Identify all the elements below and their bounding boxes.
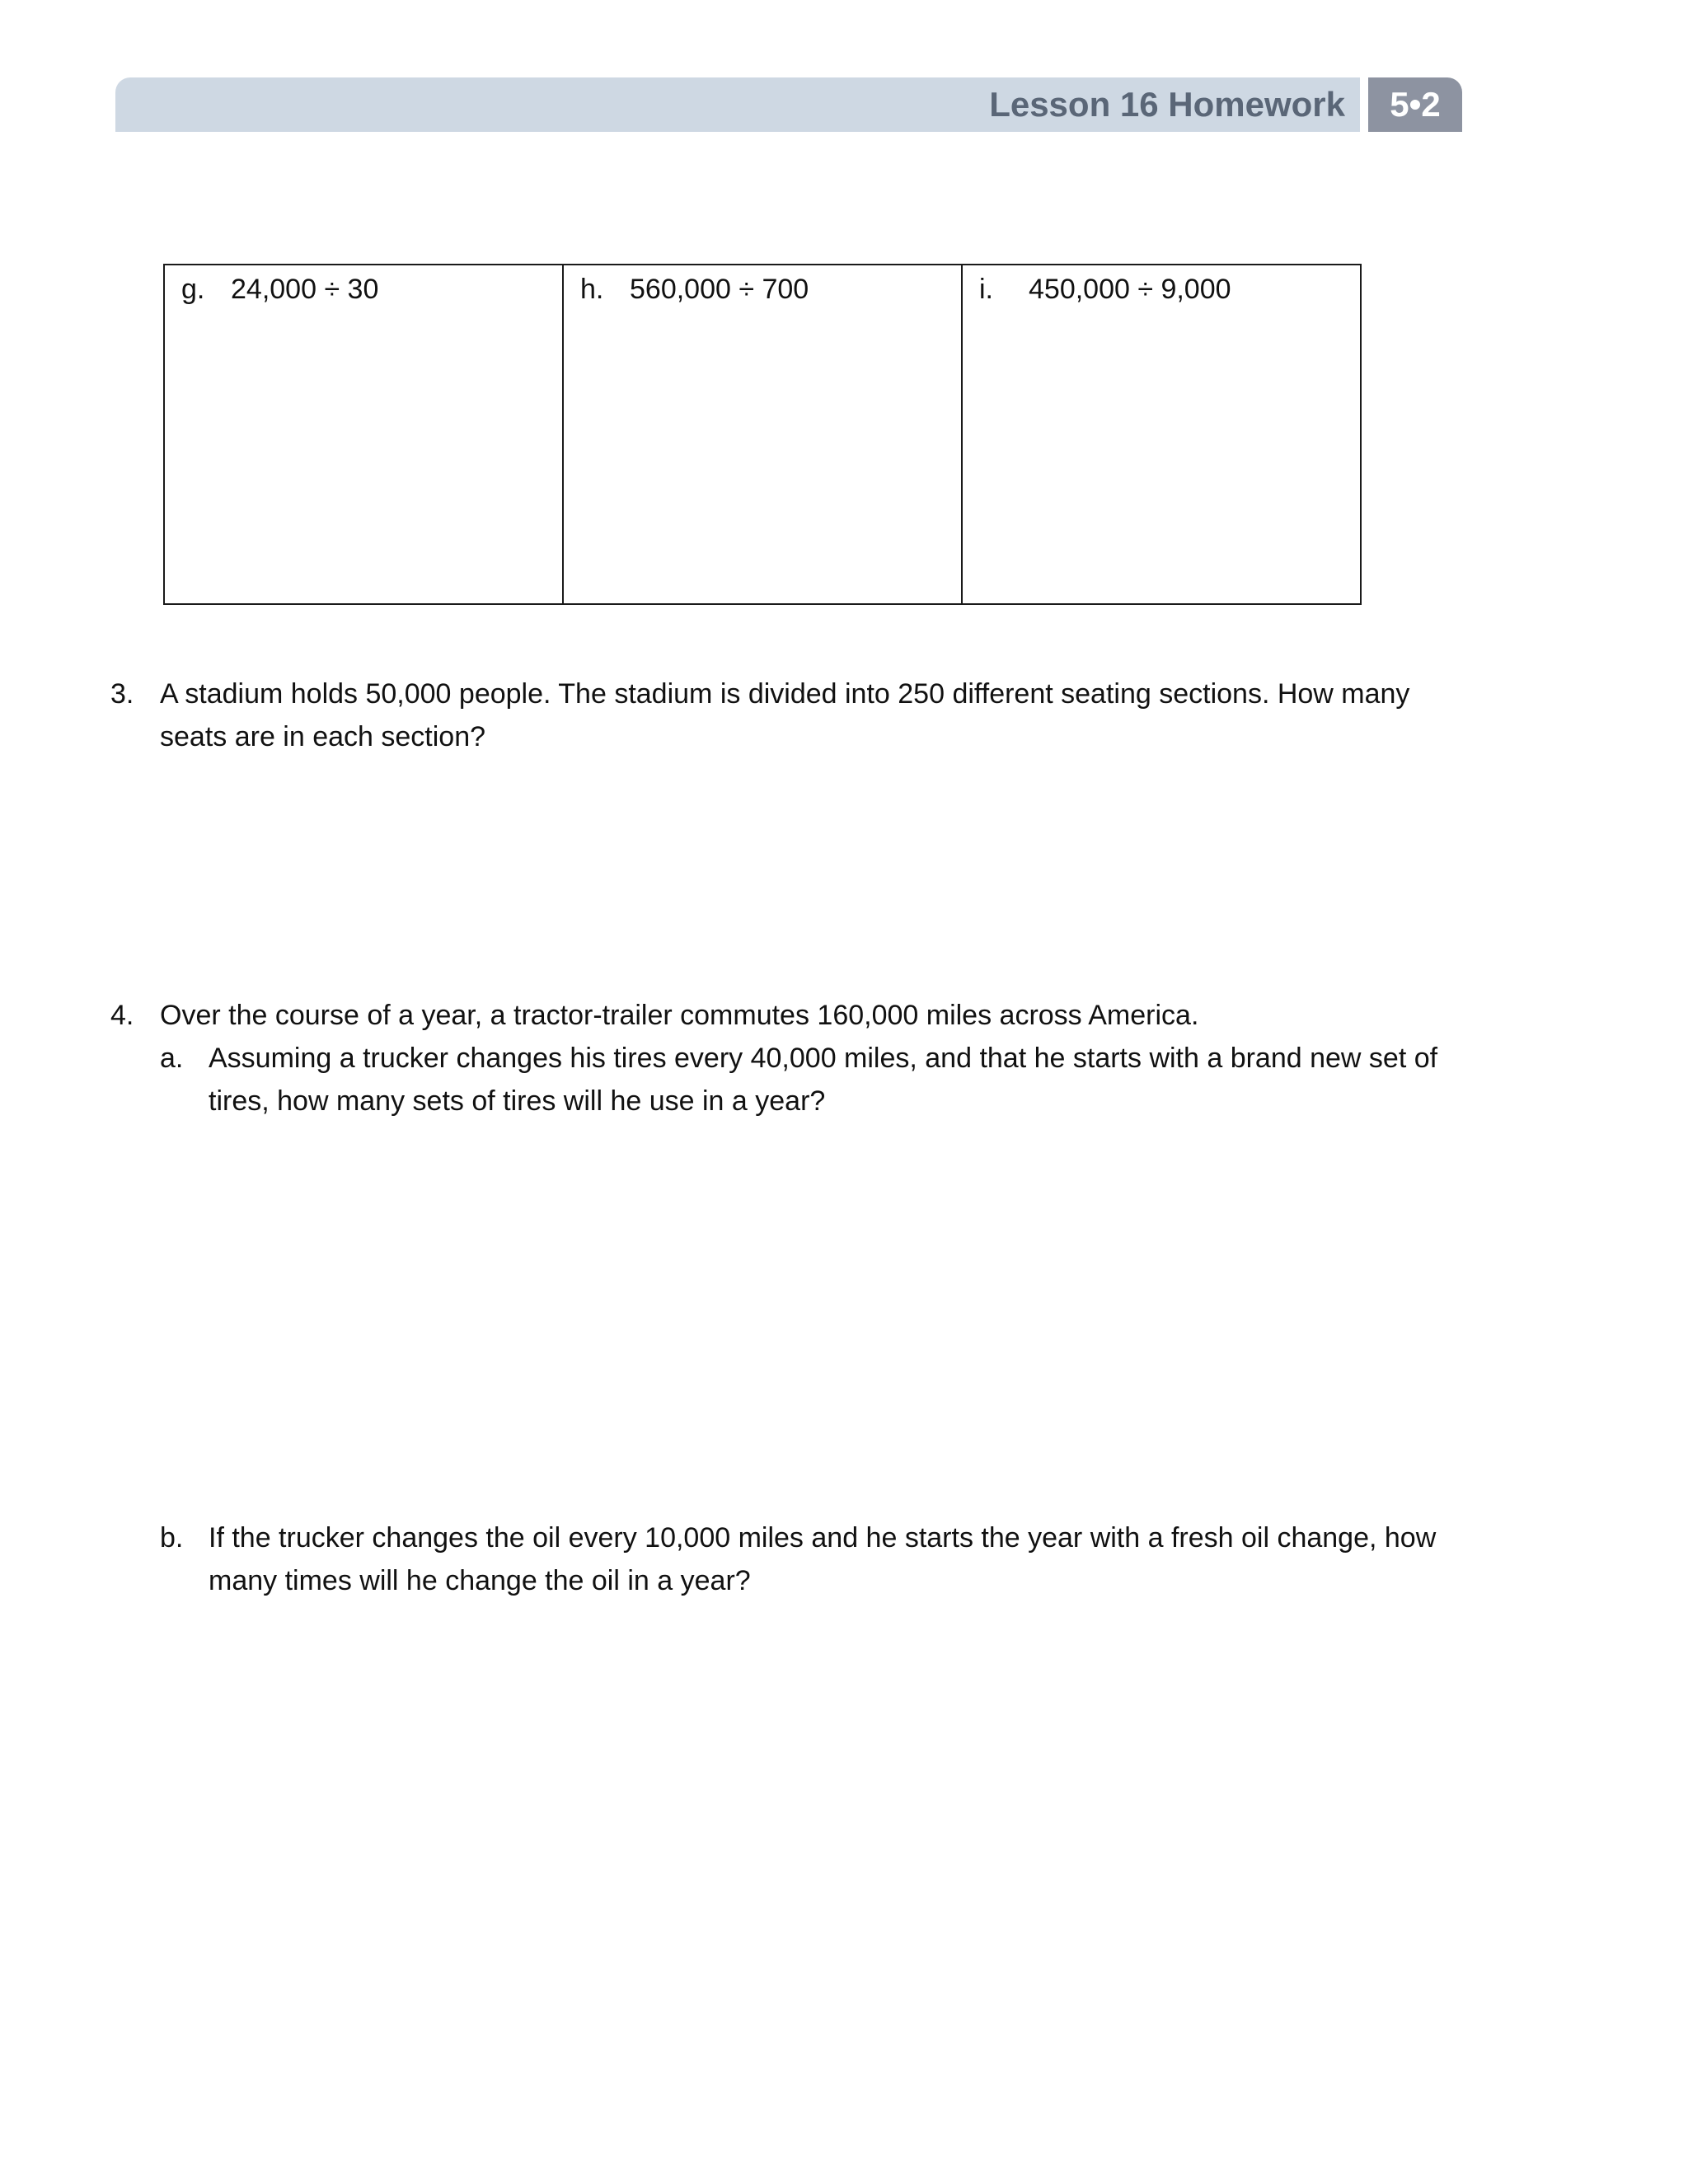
problem-label: h. (580, 274, 604, 305)
problem-cell-g (164, 265, 563, 604)
question-4-number: 4. (110, 1000, 134, 1031)
problem-label: g. (181, 274, 205, 305)
question-3-text: A stadium holds 50,000 people. The stadium is divided into 250 different seating sections. How many seats are in each section? (160, 678, 1410, 752)
problem-expression: 450,000 ÷ 9,000 (1029, 274, 1231, 305)
question-4a-text: Assuming a trucker changes his tires every 40,000 miles, and that he starts with a brand new set of tires, how many sets of tires will he use in a year? (209, 1043, 1438, 1117)
table-row (164, 265, 1361, 604)
problem-cell-i (962, 265, 1361, 604)
problem-expression: 560,000 ÷ 700 (630, 274, 809, 305)
page-title: Lesson 16 Homework (989, 85, 1345, 124)
question-4b-label: b. (160, 1522, 184, 1554)
question-3-number: 3. (110, 678, 134, 710)
question-4a-label: a. (160, 1043, 184, 1074)
question-4-text: Over the course of a year, a tractor-trailer commutes 160,000 miles across America. (160, 1000, 1199, 1031)
problem-label: i. (979, 274, 993, 305)
header-banner (115, 77, 1360, 132)
question-4b-text: If the trucker changes the oil every 10,000 miles and he starts the year with a fresh oil change, how many times will he change the oil in a year? (209, 1522, 1437, 1596)
module-badge: 5•2 (1368, 77, 1462, 132)
problem-table (163, 264, 1362, 605)
problem-cell-h (563, 265, 962, 604)
problem-expression: 24,000 ÷ 30 (231, 274, 379, 305)
